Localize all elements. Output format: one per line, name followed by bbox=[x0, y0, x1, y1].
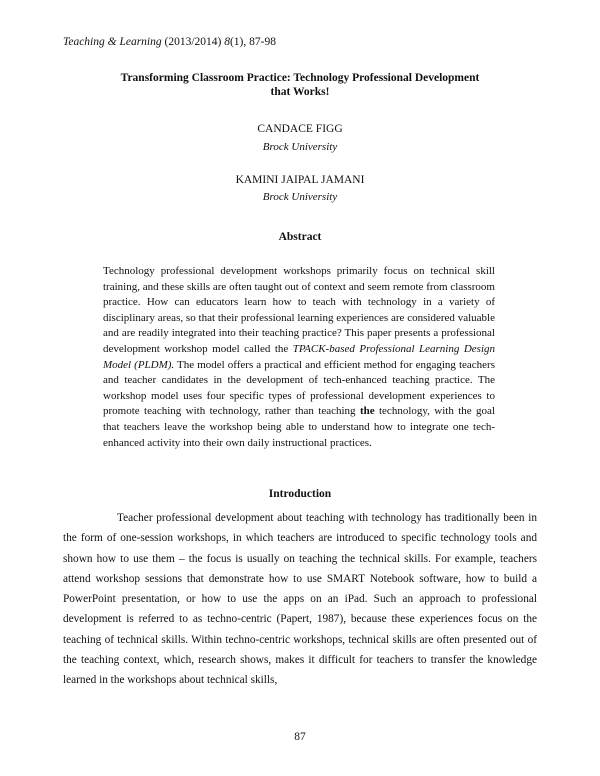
emphasis-word: the bbox=[359, 405, 375, 418]
abstract-text: technology, with the goal that teachers leave the workshop being able to understand how to integrate one tech-enhanced activity into their own daily instructional practices. bbox=[103, 405, 495, 449]
paper-title: Transforming Classroom Practice: Technology Professional Development that Works! bbox=[120, 72, 480, 98]
author-name: CANDACE FIGG bbox=[257, 123, 343, 135]
journal-volume: 8 bbox=[224, 36, 230, 48]
running-head bbox=[63, 36, 276, 48]
abstract-body bbox=[103, 264, 495, 451]
abstract-heading: Abstract bbox=[278, 231, 322, 243]
author-affiliation: Brock University bbox=[262, 191, 338, 203]
model-name: TPACK-based Professional Learning Design Model (PLDM). bbox=[103, 342, 495, 371]
page-number: 87 bbox=[294, 731, 306, 743]
journal-name: Teaching & Learning bbox=[63, 36, 162, 48]
abstract-text: Technology professional development workshops primarily focus on technical skill training, and these skills are often taught out of context and seem remote from classroom practice. How can educators learn how to teach with technology in a variety of disciplinary areas, so that their professional learning experiences are considered valuable and are readily integrated into their teaching practice? This paper presents a professional development workshop model called the bbox=[103, 265, 495, 355]
journal-issue-pages: (1), 87-98 bbox=[229, 36, 276, 48]
introduction-heading: Introduction bbox=[268, 488, 332, 500]
introduction-body: Teacher professional development about teaching with technology has traditionally been in the form of one-session workshops, in which teachers are introduced to specific technology tools and shown how to use them – the focus is usually on teaching the technical skills. For example, teachers attend workshop sessions that demonstrate how to use SMART Notebook software, how to build a PowerPoint presentation, or how to use the apps on an iPad. Such an approach to professional development is referred to as techno-centric (Papert, 1987), because these experiences focus on the teaching of technical skills. Within techno-centric workshops, technical skills are often presented out of the teaching context, which, research shows, makes it difficult for teachers to transfer the knowledge learned in the workshops about technical skills, bbox=[63, 512, 537, 687]
abstract-text: The model offers a practical and efficient method for engaging teachers and teacher candidates in the development of tech-enhanced teaching practice. The workshop model uses four specific types of professional development experiences to promote teaching with technology, rather than teaching bbox=[103, 358, 495, 418]
journal-years: (2013/2014) bbox=[164, 36, 222, 48]
author-name: KAMINI JAIPAL JAMANI bbox=[235, 174, 365, 186]
author-affiliation: Brock University bbox=[262, 141, 338, 153]
